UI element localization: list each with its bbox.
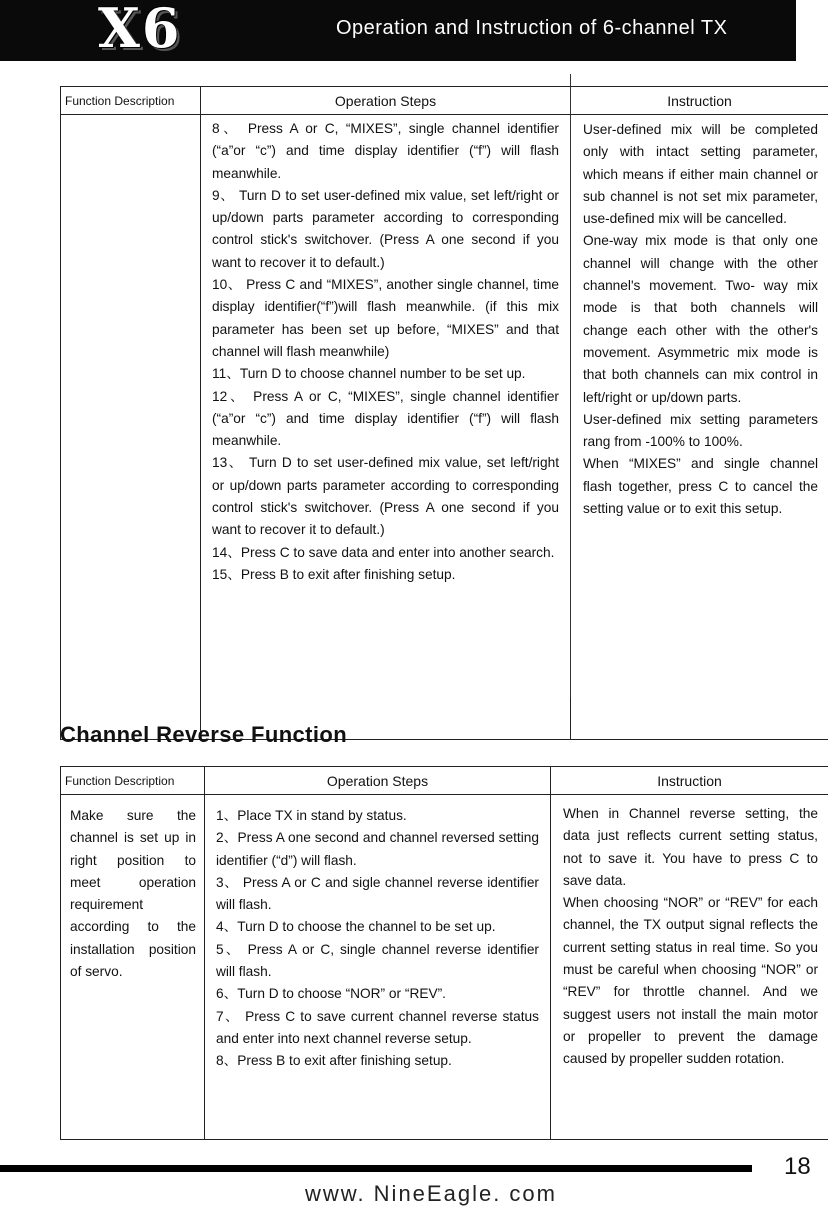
- reverse-table-row: [61, 795, 828, 1140]
- col-instruction: Instruction: [571, 87, 828, 115]
- reverse-steps: [205, 795, 551, 1140]
- footer-rule: [0, 1165, 752, 1172]
- section-title: Channel Reverse Function: [60, 722, 348, 747]
- instruction-item: When “MIXES” and single channel flash together, press C to cancel the setting value or to exit this setup.: [583, 456, 818, 517]
- instruction-item: When in Channel reverse setting, the data just reflects current setting status, not to save it. You have to press C to save data.: [563, 806, 818, 888]
- reverse-function-description: Make sure the channel is set up in right position to meet operation requirement according to the installation position of servo.: [61, 795, 205, 1140]
- step-item: 10、 Press C and “MIXES”, another single channel, time display identifier(“f”)will flash meanwhile. (if this mix parameter has been set up before, “MIXES” and that channel will flash meanwhile): [212, 277, 559, 359]
- mix-table-row: [61, 115, 828, 740]
- x6-logo: X6: [98, 0, 182, 60]
- col-function-description: Function Description: [61, 767, 205, 795]
- col-operation-steps: Operation Steps: [201, 87, 571, 115]
- step-item: 12、 Press A or C, “MIXES”, single channel identifier (“a”or “c”) and time display identifier (“f”) will flash meanwhile.: [212, 388, 559, 449]
- mix-instructions: [571, 115, 828, 740]
- instruction-item: User-defined mix will be completed only with intact setting parameter, which means if either main channel or sub channel is not set mix parameter, use-defined mix will be cancelled.: [583, 122, 818, 227]
- step-item: 11、Turn D to choose channel number to be set up.: [212, 366, 526, 382]
- mix-function-description: [61, 115, 201, 740]
- step-item: 1、Place TX in stand by status.: [216, 808, 407, 823]
- step-item: 13、 Turn D to set user-defined mix value, set left/right or up/down parts parameter according to corresponding control stick's switchover. (Press A one second if you want to recover it to default.): [212, 455, 559, 538]
- step-item: 5、 Press A or C, single channel reverse identifier will flash.: [216, 941, 539, 980]
- step-item: 6、Turn D to choose “NOR” or “REV”.: [216, 986, 446, 1002]
- step-item: 8、Press B to exit after finishing setup.: [216, 1053, 452, 1069]
- col-operation-steps: Operation Steps: [205, 767, 551, 795]
- step-item: 4、Turn D to choose the channel to be set up.: [216, 919, 496, 935]
- col-instruction: Instruction: [551, 767, 828, 795]
- page-number: 18: [784, 1153, 811, 1180]
- step-item: 8、 Press A or C, “MIXES”, single channel identifier (“a”or “c”) and time display identifier (“f”) will flash meanwhile.: [212, 121, 559, 181]
- instruction-item: One-way mix mode is that only one channel will change with the other channel's movement. Two- way mix mode is that both channels will change each other with the other's movement. Asymmetric mix mode is that both channels can mix control in left/right or up/down parts.: [583, 233, 818, 405]
- reverse-table: [60, 766, 828, 1140]
- col-function-description: Function Description: [61, 87, 201, 115]
- step-item: 2、Press A one second and channel reversed setting identifier (“d”) will flash.: [216, 830, 539, 868]
- step-item: 14、Press C to save data and enter into another search.: [212, 544, 555, 560]
- step-item: 3、 Press A or C and sigle channel reverse identifier will flash.: [216, 874, 539, 913]
- step-item: 7、 Press C to save current channel reverse status and enter into next channel reverse setup.: [216, 1008, 539, 1046]
- mix-table-header: [61, 87, 828, 115]
- mix-steps: [201, 115, 571, 740]
- header-bar: [0, 0, 796, 61]
- step-item: 9、 Turn D to set user-defined mix value, set left/right or up/down parts parameter according to corresponding control stick's switchover. (Press A one second if you want to recover it to default.): [212, 187, 559, 270]
- header-title: Operation and Instruction of 6-channel TX: [336, 17, 728, 39]
- column-separator-line: [570, 74, 571, 698]
- reverse-instructions: [551, 795, 828, 1140]
- reverse-table-header: [61, 767, 828, 795]
- instruction-item: User-defined mix setting parameters rang from -100% to 100%.: [583, 411, 818, 450]
- instruction-item: When choosing “NOR” or “REV” for each channel, the TX output signal reflects the current setting status in real time. So you must be careful when choosing “NOR” or “REV” for throttle channel. And we suggest users not install the main motor or propeller to prevent the damage caused by propeller sudden rotation.: [563, 895, 818, 1067]
- step-item: 15、Press B to exit after finishing setup.: [212, 566, 456, 582]
- mix-table: [60, 86, 828, 740]
- footer-url: www. NineEagle. com: [305, 1181, 557, 1206]
